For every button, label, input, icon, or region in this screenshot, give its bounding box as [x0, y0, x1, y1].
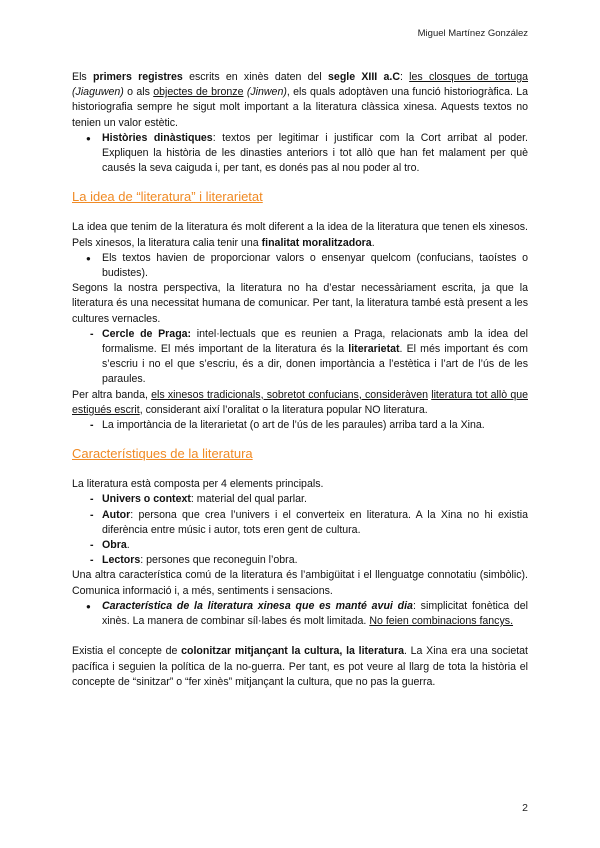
text: o als	[123, 86, 154, 99]
bold-text: literarietat	[348, 343, 400, 356]
bold-italic-text: Característica de la literatura xinesa que es manté avui dia	[102, 599, 413, 612]
dash-list	[72, 327, 528, 388]
text: .	[371, 236, 375, 249]
page-number: 2	[522, 802, 528, 814]
italic-text: (Jiaguwen)	[72, 86, 124, 99]
bullet-list	[72, 131, 528, 177]
bold-text: Autor	[102, 508, 131, 521]
underlined-text: literatura tot allò que estigués escrit	[72, 388, 528, 416]
bold-text: Cercle de Praga:	[102, 327, 192, 340]
bold-text: primers registres	[92, 71, 183, 83]
list-item-importancia-literarietat: - La importància de la literarietat (o art de l’ús de les paraules) arriba tard a la Xina.	[72, 418, 528, 433]
list-item-cercle-praga	[72, 327, 528, 388]
bold-text: colonitzar mitjançant la cultura, la literatura	[181, 645, 404, 658]
paragraph-xinesos-tradicionals	[72, 388, 528, 418]
bold-text: finalitat moralitzadora	[261, 236, 372, 249]
bold-text: Històries dinàstiques	[102, 131, 213, 144]
text: , els quals adoptàven una funció historiogràfica. La historiografia sempre he sigut molt important a la literatura clàssica xinesa. Aquests textos no tenien un valor estètic.	[72, 86, 529, 129]
text: :	[399, 71, 410, 83]
paragraph-colonitzar-cultura	[72, 644, 528, 690]
page-header-author: Miguel Martínez González	[417, 28, 528, 39]
text: , considerant així l’oralitat o la literatura popular NO literatura.	[139, 403, 428, 416]
italic-text: (Jinwen)	[246, 86, 287, 99]
text: : persones que reconeguin l’obra.	[140, 554, 298, 567]
text: escrits en xinès daten del	[182, 71, 329, 83]
underlined-text: els xinesos tradicionals, sobretot confucians, consideràven	[151, 388, 428, 401]
dash-list-elements	[72, 492, 528, 568]
paragraph-perspectiva: Segons la nostra perspectiva, la literatura no ha d’estar necessàriament escrita, ja que la literatura és una necessitat humana de comunicar. Per tant, la literatura també està present a les cultures vernacles.	[72, 282, 528, 325]
text: . El més important és com s’escriu i no el que s’escriu, és a dir, donen importància a l’estètica i l’art de l’ús de les paraules.	[102, 343, 528, 386]
list-item-univers	[72, 492, 528, 507]
paragraph-elements: La literatura està composta per 4 elements principals.	[72, 478, 324, 491]
bold-text: Lectors	[102, 554, 141, 567]
paragraph-idea-literatura	[72, 220, 528, 250]
bullet-list	[72, 599, 528, 629]
bold-text: segle XIII a.C	[328, 71, 400, 83]
list-item-autor	[72, 508, 528, 538]
bold-text: Univers o context	[102, 493, 191, 506]
paragraph-ambiguitat: Una altra característica comú de la literatura és l’ambigüitat i el llenguatge connotatiu (simbòlic). Comunica informació i, a més, sentiments i sensacions.	[72, 569, 528, 597]
list-item-lectors	[72, 553, 528, 568]
text: Existia el concepte de	[72, 645, 182, 658]
underlined-text: objectes de bronze	[153, 86, 244, 99]
section-heading-literatura: La idea de “literatura” i literarietat	[72, 189, 263, 205]
text: . La Xina era una societat pacífica i seguien la política de la no-guerra. Per tant, es pot veure al llarg de tota la història el concepte de “sinitzar” o “fer xinès” mitjançant la cultura, que no pas la guerra.	[72, 645, 528, 688]
paragraph-primers-registres	[72, 70, 528, 131]
text: : persona que crea l’univers i el converteix en literatura. A la Xina no hi existia diferència entre músic i autor, tots eren gent de cultura.	[102, 508, 528, 536]
text: Per altra banda,	[72, 388, 152, 401]
underlined-text: les closques de tortuga	[409, 71, 529, 83]
text: La idea que tenim de la literatura és molt diferent a la idea de la literatura que tenen els xinesos. Pels xinesos, la literatura calia tenir una	[72, 221, 528, 249]
underlined-text: No feien combinacions fancys.	[369, 615, 514, 628]
text: : material del qual parlar.	[190, 493, 307, 506]
dash-list	[72, 418, 528, 433]
list-item-obra	[72, 538, 528, 553]
bullet-list	[72, 251, 528, 281]
text: : simplicitat fonètica del xinès. La manera de combinar síl·labes és molt limitada.	[102, 599, 528, 628]
section-heading-caracteristiques: Característiques de la literatura	[72, 446, 253, 462]
text: Els	[72, 71, 93, 83]
list-item-histories-dinastiques	[72, 131, 528, 177]
list-item-simplicitat-fonetica	[72, 599, 528, 629]
list-item-textos-valors: ● Els textos havien de proporcionar valors o ensenyar quelcom (confucians, taoístes o budistes).	[72, 251, 528, 281]
document-body	[72, 70, 528, 690]
bold-text: Obra	[102, 539, 127, 552]
text: : textos per legitimar i justificar com la Cort arribat al poder. Expliquen la història de les dinasties anteriors i tot allò que han fet malament per què causés la seva caiguda i, per tant, es donés pas al nou poder al tro.	[102, 131, 528, 175]
text: intel·lectuals que es reunien a Praga, relacionats amb la idea del formalisme. El més important de la literatura és la	[102, 327, 528, 356]
text: .	[126, 539, 130, 552]
